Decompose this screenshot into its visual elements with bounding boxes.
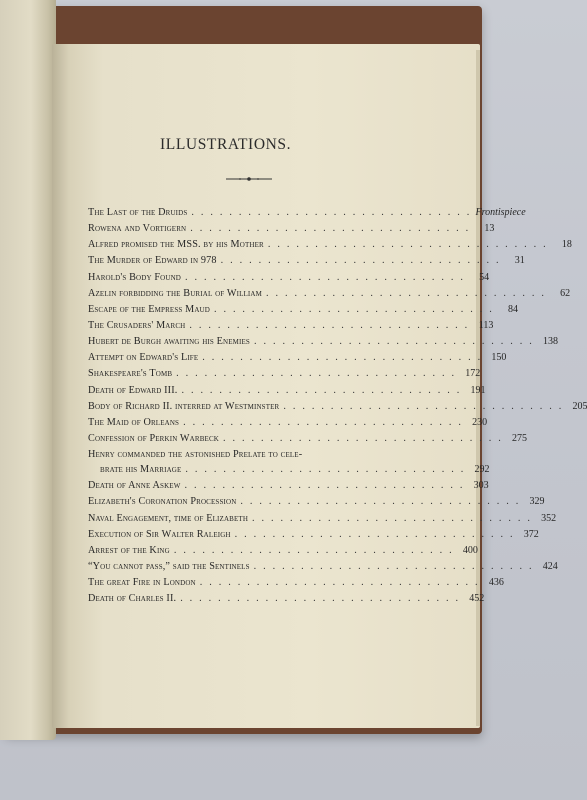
illustrations-list (88, 205, 587, 607)
list-item (88, 478, 489, 494)
illustration-title: Shakespeare's Tomb (88, 368, 173, 380)
page-number: 352 (541, 512, 557, 524)
page-number: 191 (470, 384, 486, 396)
page-number: 172 (465, 368, 481, 380)
illustration-title: Escape of the Empress Maud (88, 303, 210, 315)
page-number: Frontispiece (475, 207, 526, 218)
list-item (88, 511, 557, 527)
illustration-title: Azelin forbidding the Burial of William (88, 287, 262, 299)
page-number: 54 (479, 271, 490, 283)
page-heading: ILLUSTRATIONS. (160, 136, 292, 153)
page-number: 292 (474, 464, 490, 476)
page-number: 31 (514, 255, 525, 267)
list-item (88, 221, 495, 237)
list-item (88, 237, 572, 253)
illustration-title: The Maid of Orleans (88, 416, 180, 428)
list-item (88, 383, 486, 399)
list-item (88, 399, 587, 415)
list-item (88, 334, 559, 350)
page-number: 18 (561, 239, 572, 251)
illustration-title: Death of Charles II. (88, 593, 177, 605)
page-number: 400 (462, 544, 478, 556)
illustration-title: Execution of Sir Walter Raleigh (88, 528, 231, 540)
page-number: 329 (529, 496, 545, 508)
illustration-title: Alfred promised the MSS. by his Mother (88, 239, 264, 251)
illustration-title: Confession of Perkin Warbeck (88, 432, 219, 444)
illustration-title: brate his Marriage (100, 464, 182, 476)
illustration-title: Death of Edward III. (88, 384, 178, 396)
list-item (88, 543, 478, 559)
illustration-title: Naval Engagement, time of Elizabeth (88, 512, 249, 524)
page-number: 303 (473, 480, 489, 492)
page-number: 205 (572, 400, 587, 412)
dot-leader: . . . . . . . . . . . . . . . . . . . . . . . . . . . . . . (283, 400, 564, 412)
list-item (88, 205, 526, 221)
list-item (88, 286, 571, 302)
dot-leader: . . . . . . . . . . . . . . . . . . . . . . . . . . . . . . (253, 336, 535, 348)
dot-leader: . . . . . . . . . . . . . . . . . . . . . . . . . . . . . . (181, 384, 462, 396)
divider-ornament (226, 176, 272, 182)
illustration-title: Henry commanded the astonished Prelate to cele- (88, 449, 303, 461)
left-page (0, 0, 56, 740)
illustration-title: Attempt on Edward's Life (88, 352, 199, 364)
dot-leader: . . . . . . . . . . . . . . . . . . . . . . . . . . . . . . (185, 464, 466, 476)
dot-leader: . . . . . . . . . . . . . . . . . . . . . . . . . . . . . . (190, 223, 471, 235)
list-item (88, 559, 558, 575)
illustration-title: Harold's Body Found (88, 271, 181, 283)
dot-leader: . . . . . . . . . . . . . . . . . . . . . . . . . . . . . . (234, 528, 515, 540)
dot-leader: . . . . . . . . . . . . . . . . . . . . . . . . . . . . . . (199, 577, 480, 589)
list-item (88, 270, 490, 286)
illustration-title: Body of Richard II. interred at Westminster (88, 400, 280, 412)
dot-leader: . . . . . . . . . . . . . . . . . . . . . . . . . . . . . . (183, 416, 464, 428)
dot-leader: . . . . . . . . . . . . . . . . . . . . . . . . . . . . . . (189, 319, 470, 331)
illustration-title: Arrest of the King (88, 544, 170, 556)
dot-leader: . . . . . . . . . . . . . . . . . . . . . . . . . . . . . . (267, 239, 548, 251)
dot-leader: . . . . . . . . . . . . . . . . . . . . . . . . . . . . . . (185, 271, 466, 283)
illustration-title: Hubert de Burgh awaiting his Enemies (88, 336, 250, 348)
page-number: 113 (478, 319, 494, 331)
page-number: 372 (523, 528, 539, 540)
dot-leader: . . . . . . . . . . . . . . . . . . . . . . . . . . . . . . (213, 303, 495, 315)
list-item (88, 253, 525, 269)
page-number: 138 (543, 336, 559, 348)
dot-leader: . . . . . . . . . . . . . . . . . . . . . . . . . . . . . . (202, 352, 483, 364)
list-item (88, 431, 528, 447)
list-item (88, 575, 504, 591)
dot-leader: . . . . . . . . . . . . . . . . . . . . . . . . . . . . . . (176, 368, 457, 380)
page-number: 230 (472, 416, 488, 428)
page-number: 424 (542, 560, 558, 572)
list-item (88, 494, 545, 510)
list-item (88, 366, 481, 382)
dot-leader: . . . . . . . . . . . . . . . . . . . . . . . . . . . . . . (222, 432, 504, 444)
illustration-title: Rowena and Vortigern (88, 223, 187, 235)
page-number: 436 (488, 577, 504, 589)
dot-leader: . . . . . . . . . . . . . . . . . . . . . . . . . . . . . . (266, 287, 547, 299)
list-item (88, 527, 539, 543)
page-number: 62 (560, 287, 571, 299)
list-item (88, 591, 485, 607)
dot-leader: . . . . . . . . . . . . . . . . . . . . . . . . . . . . . . (252, 512, 533, 524)
illustration-title: “You cannot pass,” said the Sentinels (88, 560, 250, 572)
illustration-title: The Murder of Edward in 978 (88, 255, 217, 267)
illustration-title: The Last of the Druids (88, 207, 188, 218)
page-number: 150 (491, 352, 507, 364)
page-number: 452 (469, 593, 485, 605)
page-number: 275 (512, 432, 528, 444)
list-item (88, 447, 418, 462)
list-item (88, 415, 488, 431)
page-number: 13 (484, 223, 495, 235)
list-item (88, 318, 494, 334)
dot-leader: . . . . . . . . . . . . . . . . . . . . . . . . . . . . . . (240, 496, 521, 508)
illustration-title: The great Fire in London (88, 577, 196, 589)
list-item (88, 350, 507, 366)
dot-leader: . . . . . . . . . . . . . . . . . . . . . . . . . . . . . . (184, 480, 465, 492)
list-item (88, 302, 519, 318)
illustration-title: The Crusaders' March (88, 319, 186, 331)
page-number: 84 (508, 303, 519, 315)
dot-leader: . . . . . . . . . . . . . . . . . . . . . . . . . . . . . . (220, 255, 501, 267)
dot-leader: . . . . . . . . . . . . . . . . . . . . . . . . . . . . . . (253, 560, 534, 572)
dot-leader: . . . . . . . . . . . . . . . . . . . . . . . . . . . . . . (173, 544, 454, 556)
list-item (88, 462, 490, 478)
illustration-title: Death of Anne Askew (88, 480, 181, 492)
illustration-title: Elizabeth's Coronation Procession (88, 496, 237, 508)
dot-leader: . . . . . . . . . . . . . . . . . . . . . . . . . . . . . . (180, 593, 461, 605)
dot-leader: . . . . . . . . . . . . . . . . . . . . . . . . . . . . . . (191, 207, 472, 218)
